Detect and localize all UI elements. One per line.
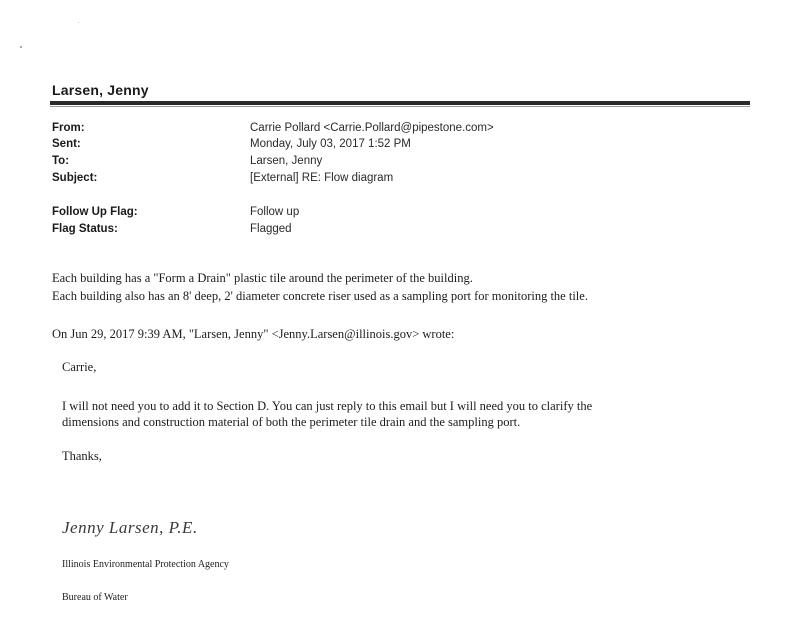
quoted-greeting: Carrie, xyxy=(62,360,97,374)
header-value-follow-up-flag: Follow up xyxy=(250,206,300,218)
header-label-to: To: xyxy=(52,155,70,167)
scan-speck xyxy=(20,46,22,48)
header-divider-shadow xyxy=(50,106,750,107)
header-value-sent: Monday, July 03, 2017 1:52 PM xyxy=(250,138,411,150)
body-line: Each building has a "Form a Drain" plastic tile around the perimeter of the building. xyxy=(52,271,473,285)
header-label-flag-status: Flag Status: xyxy=(52,223,118,235)
header-label-follow-up-flag: Follow Up Flag: xyxy=(52,206,138,218)
header-label-sent: Sent: xyxy=(52,138,81,150)
signature-bureau: Bureau of Water xyxy=(62,592,128,603)
signature: Jenny Larsen, P.E. xyxy=(62,518,198,537)
header-label-from: From: xyxy=(52,122,85,134)
body-line: Each building also has an 8' deep, 2' diameter concrete riser used as a sampling port for monitoring the tile. xyxy=(52,289,588,303)
header-value-subject: [External] RE: Flow diagram xyxy=(250,172,394,184)
header-divider xyxy=(50,101,750,105)
header-value-from: Carrie Pollard <Carrie.Pollard@pipestone.com> xyxy=(250,122,494,134)
header-value-flag-status: Flagged xyxy=(250,223,292,235)
sender-name: Larsen, Jenny xyxy=(52,82,149,98)
quoted-line: dimensions and construction material of both the perimeter tile drain and the sampling port. xyxy=(62,415,521,429)
quote-header: On Jun 29, 2017 9:39 AM, "Larsen, Jenny" <Jenny.Larsen@illinois.gov> wrote: xyxy=(52,327,455,341)
header-label-subject: Subject: xyxy=(52,172,98,184)
signature-agency: Illinois Environmental Protection Agency xyxy=(62,559,229,570)
header-value-to: Larsen, Jenny xyxy=(250,155,323,167)
scan-speck xyxy=(78,22,79,23)
quoted-closing: Thanks, xyxy=(62,449,102,463)
quoted-line: I will not need you to add it to Section D. You can just reply to this email but I will need you to clarify the xyxy=(62,399,593,413)
